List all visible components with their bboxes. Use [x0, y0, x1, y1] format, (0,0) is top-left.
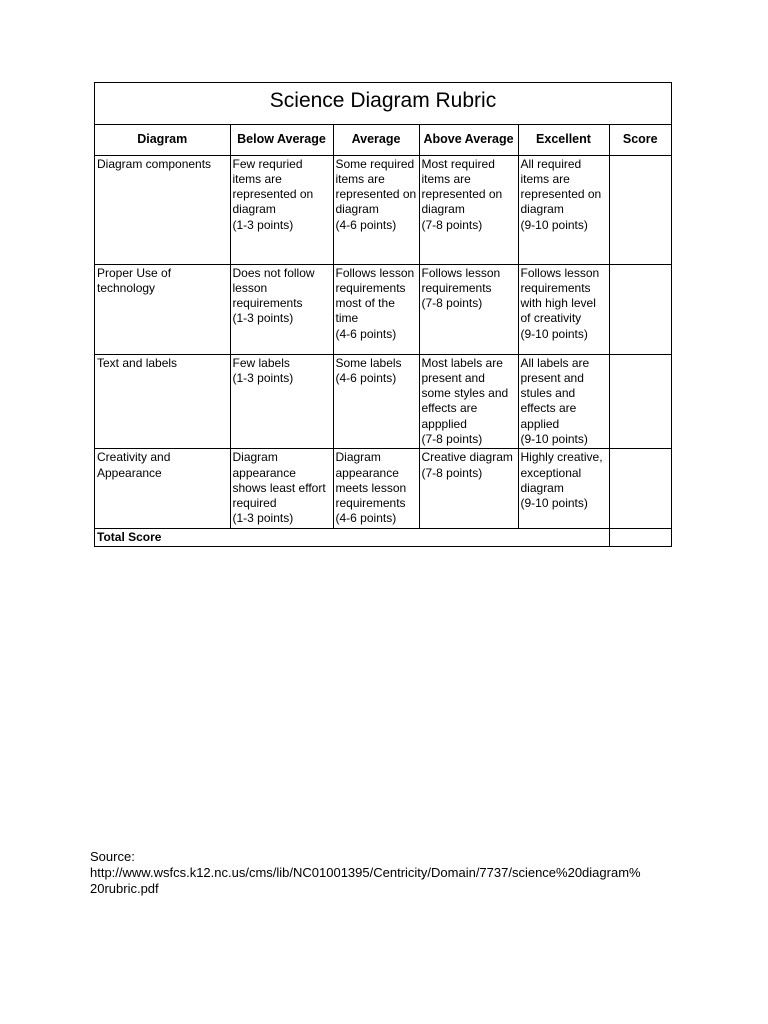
average-cell: Some labels (4-6 points) — [333, 354, 419, 449]
excellent-cell: Follows lesson requirements with high level of creativity (9-10 points) — [518, 264, 609, 354]
below-average-cell: Few labels (1-3 points) — [230, 354, 333, 449]
total-row — [95, 528, 671, 546]
average-cell: Some required items are represented on diagram (4-6 points) — [333, 155, 419, 264]
average-cell: Diagram appearance meets lesson requirements (4-6 points) — [333, 449, 419, 528]
source-url: http://www.wsfcs.k12.nc.us/cms/lib/NC01001395/Centricity/Domain/7737/science%20diagram% 20rubric.pdf — [90, 865, 641, 896]
header-row — [95, 125, 671, 155]
source-label: Source: — [90, 849, 135, 864]
header-diagram: Diagram — [95, 125, 230, 155]
table-row — [95, 155, 671, 264]
source-citation — [90, 849, 690, 897]
total-score-cell — [609, 528, 671, 546]
table-row — [95, 449, 671, 528]
criterion-cell: Text and labels — [95, 354, 230, 449]
excellent-cell: All required items are represented on diagram (9-10 points) — [518, 155, 609, 264]
average-cell: Follows lesson requirements most of the time (4-6 points) — [333, 264, 419, 354]
rubric-grid — [95, 125, 671, 546]
below-average-cell: Diagram appearance shows least effort required (1-3 points) — [230, 449, 333, 528]
excellent-cell: Highly creative, exceptional diagram (9-10 points) — [518, 449, 609, 528]
header-average: Average — [333, 125, 419, 155]
criterion-cell: Creativity and Appearance — [95, 449, 230, 528]
score-cell — [609, 354, 671, 449]
below-average-cell: Does not follow lesson requirements (1-3 points) — [230, 264, 333, 354]
score-cell — [609, 264, 671, 354]
below-average-cell: Few requried items are represented on diagram (1-3 points) — [230, 155, 333, 264]
rubric-title: Science Diagram Rubric — [95, 83, 671, 125]
score-cell — [609, 155, 671, 264]
header-below-average: Below Average — [230, 125, 333, 155]
above-average-cell: Most labels are present and some styles and effects are appplied (7-8 points) — [419, 354, 518, 449]
table-row — [95, 354, 671, 449]
header-excellent: Excellent — [518, 125, 609, 155]
criterion-cell: Diagram components — [95, 155, 230, 264]
total-score-label: Total Score — [95, 528, 609, 546]
above-average-cell: Most required items are represented on diagram (7-8 points) — [419, 155, 518, 264]
excellent-cell: All labels are present and stules and effects are applied (9-10 points) — [518, 354, 609, 449]
score-cell — [609, 449, 671, 528]
header-score: Score — [609, 125, 671, 155]
criterion-cell: Proper Use of technology — [95, 264, 230, 354]
header-above-average: Above Average — [419, 125, 518, 155]
rubric-table — [94, 82, 672, 547]
table-row — [95, 264, 671, 354]
above-average-cell: Follows lesson requirements (7-8 points) — [419, 264, 518, 354]
above-average-cell: Creative diagram (7-8 points) — [419, 449, 518, 528]
